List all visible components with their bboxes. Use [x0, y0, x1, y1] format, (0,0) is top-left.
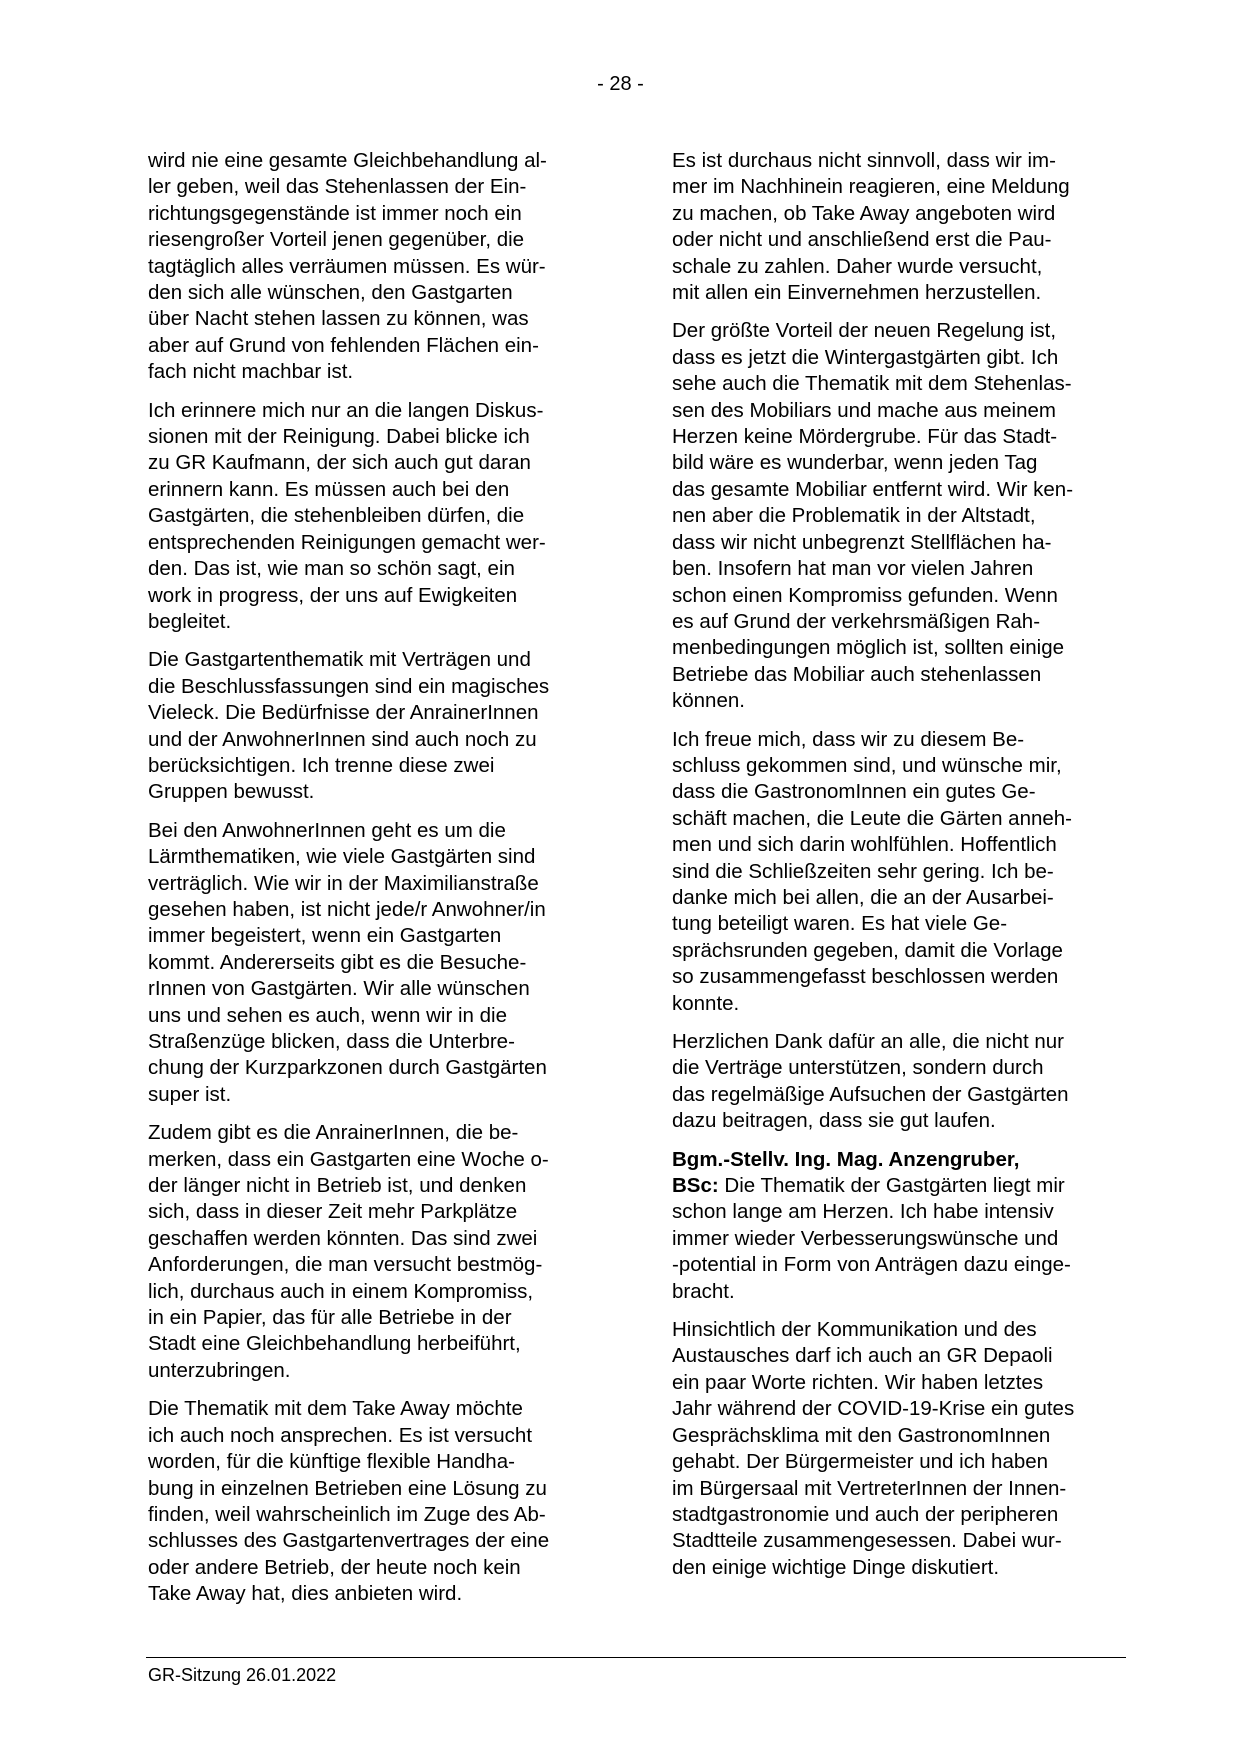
- speaker-paragraph: [672, 1147, 1132, 1305]
- page-number: - 28 -: [597, 73, 644, 95]
- speaker-name: Bgm.-Stellv. Ing. Mag. Anzengruber, BSc:: [672, 1147, 1020, 1198]
- paragraph: wird nie eine gesamte Gleichbehandlung al- ler geben, weil das Stehenlassen der Ein- richtungsgegenstände ist immer noch ein riesengroßer Vorteil jenen gegenüber, die tagtäglich alles verräumen müssen. Es wür- den sich alle wünschen, den Gastgarten über Nacht stehen lassen zu können, was aber auf Grund von fehlenden Flächen ein- fach nicht machbar ist.: [148, 149, 547, 384]
- paragraph: Herzlichen Dank dafür an alle, die nicht nur die Verträge unterstützen, sondern durch das regelmäßige Aufsuchen der Gastgärten dazu beitragen, dass sie gut laufen.: [672, 1030, 1069, 1133]
- paragraph: Ich erinnere mich nur an die langen Diskus- sionen mit der Reinigung. Dabei blicke ich zu GR Kaufmann, der sich auch gut daran erinnern kann. Es müssen auch bei den Gastgärten, die stehenbleiben dürfen, die entsprechenden Reinigungen gemacht wer- den. Das ist, wie man so schön sagt, ein work in progress, der uns auf Ewigkeiten begleitet.: [148, 398, 546, 633]
- paragraph: Ich freue mich, dass wir zu diesem Be- schluss gekommen sind, und wünsche mir, dass die GastronomInnen ein gutes Ge- schäft machen, die Leute die Gärten anneh- men und sich darin wohlfühlen. Hoffentlich sind die Schließzeiten sehr gering. Ich be- danke mich bei allen, die an der Ausarbei- tung beteiligt waren. Es hat viele Ge- sprächsrunden gegeben, damit die Vorlage so zusammengefasst beschlossen werden konnte.: [672, 727, 1073, 1015]
- paragraph: Es ist durchaus nicht sinnvoll, dass wir im- mer im Nachhinein reagieren, eine Meldung zu machen, ob Take Away angeboten wird oder nicht und anschließend erst die Pau- schale zu zahlen. Daher wurde versucht, mit allen ein Einvernehmen herzustellen.: [672, 149, 1070, 305]
- speaker-text: Die Thematik der Gastgärten liegt mir schon lange am Herzen. Ich habe intensiv immer wieder Verbesserungswünsche und -potential in Form von Anträgen dazu einge- bracht.: [672, 1174, 1071, 1303]
- paragraph: Die Gastgartenthematik mit Verträgen und die Beschlussfassungen sind ein magisches Vieleck. Die Bedürfnisse der AnrainerInnen und der AnwohnerInnen sind auch noch zu berücksichtigen. Ich trenne diese zwei Gruppen bewusst.: [148, 648, 550, 804]
- paragraph: Bei den AnwohnerInnen geht es um die Lärmthematiken, wie viele Gastgärten sind verträglich. Wie wir in der Maximilianstraße gesehen haben, ist nicht jede/r Anwohner/in immer begeistert, wenn ein Gastgarten kommt. Andererseits gibt es die Besuche- rInnen von Gastgärten. Wir alle wünschen uns und sehen es auch, wenn wir in die Straßenzüge blicken, dass die Unterbre- chung der Kurzparkzonen durch Gastgärten super ist.: [148, 818, 547, 1106]
- paragraph: Die Thematik mit dem Take Away möchte ich auch noch ansprechen. Es ist versucht worden, für die künftige flexible Handha- bung in einzelnen Betrieben eine Lösung zu finden, weil wahrscheinlich im Zuge des Ab- schlusses des Gastgartenvertrages der eine oder andere Betrieb, der heute noch kein Take Away hat, dies anbieten wird.: [148, 1397, 550, 1606]
- paragraph: Zudem gibt es die AnrainerInnen, die be- merken, dass ein Gastgarten eine Woche o- der länger nicht in Betrieb ist, und denken sich, dass in dieser Zeit mehr Parkplätze geschaffen werden könnten. Das sind zwei Anforderungen, die man versucht bestmög- lich, durchaus auch in einem Kompromiss, in ein Papier, das für alle Betriebe in der Stadt eine Gleichbehandlung herbeiführt, unterzubringen.: [148, 1121, 549, 1382]
- left-column: [148, 148, 608, 1620]
- right-column: [672, 148, 1132, 1593]
- paragraph: Hinsichtlich der Kommunikation und des Austausches darf ich auch an GR Depaoli ein paar Worte richten. Wir haben letztes Jahr während der COVID-19-Krise ein gutes Gesprächsklima mit den GastronomInnen gehabt. Der Bürgermeister und ich haben im Bürgersaal mit VertreterInnen der Innen- stadtgastronomie und auch der peripheren Stadtteile zusammengesessen. Dabei wur- den einige wichtige Dinge diskutiert.: [672, 1318, 1075, 1579]
- paragraph: Der größte Vorteil der neuen Regelung ist, dass es jetzt die Wintergastgärten gibt. Ich sehe auch die Thematik mit dem Stehenlas- sen des Mobiliars und mache aus meinem Herzen keine Mördergrube. Für das Stadt- bild wäre es wunderbar, wenn jeden Tag das gesamte Mobiliar entfernt wird. Wir ken- nen aber die Problematik in der Altstadt, dass wir nicht unbegrenzt Stellflächen ha- ben. Insofern hat man vor vielen Jahren schon einen Kompromiss gefunden. Wenn es auf Grund der verkehrsmäßigen Rah- menbedingungen möglich ist, sollten einige Betriebe das Mobiliar auch stehenlassen können.: [672, 319, 1074, 713]
- footer-divider: [146, 1657, 1126, 1658]
- footer-session-date: GR-Sitzung 26.01.2022: [148, 1665, 337, 1685]
